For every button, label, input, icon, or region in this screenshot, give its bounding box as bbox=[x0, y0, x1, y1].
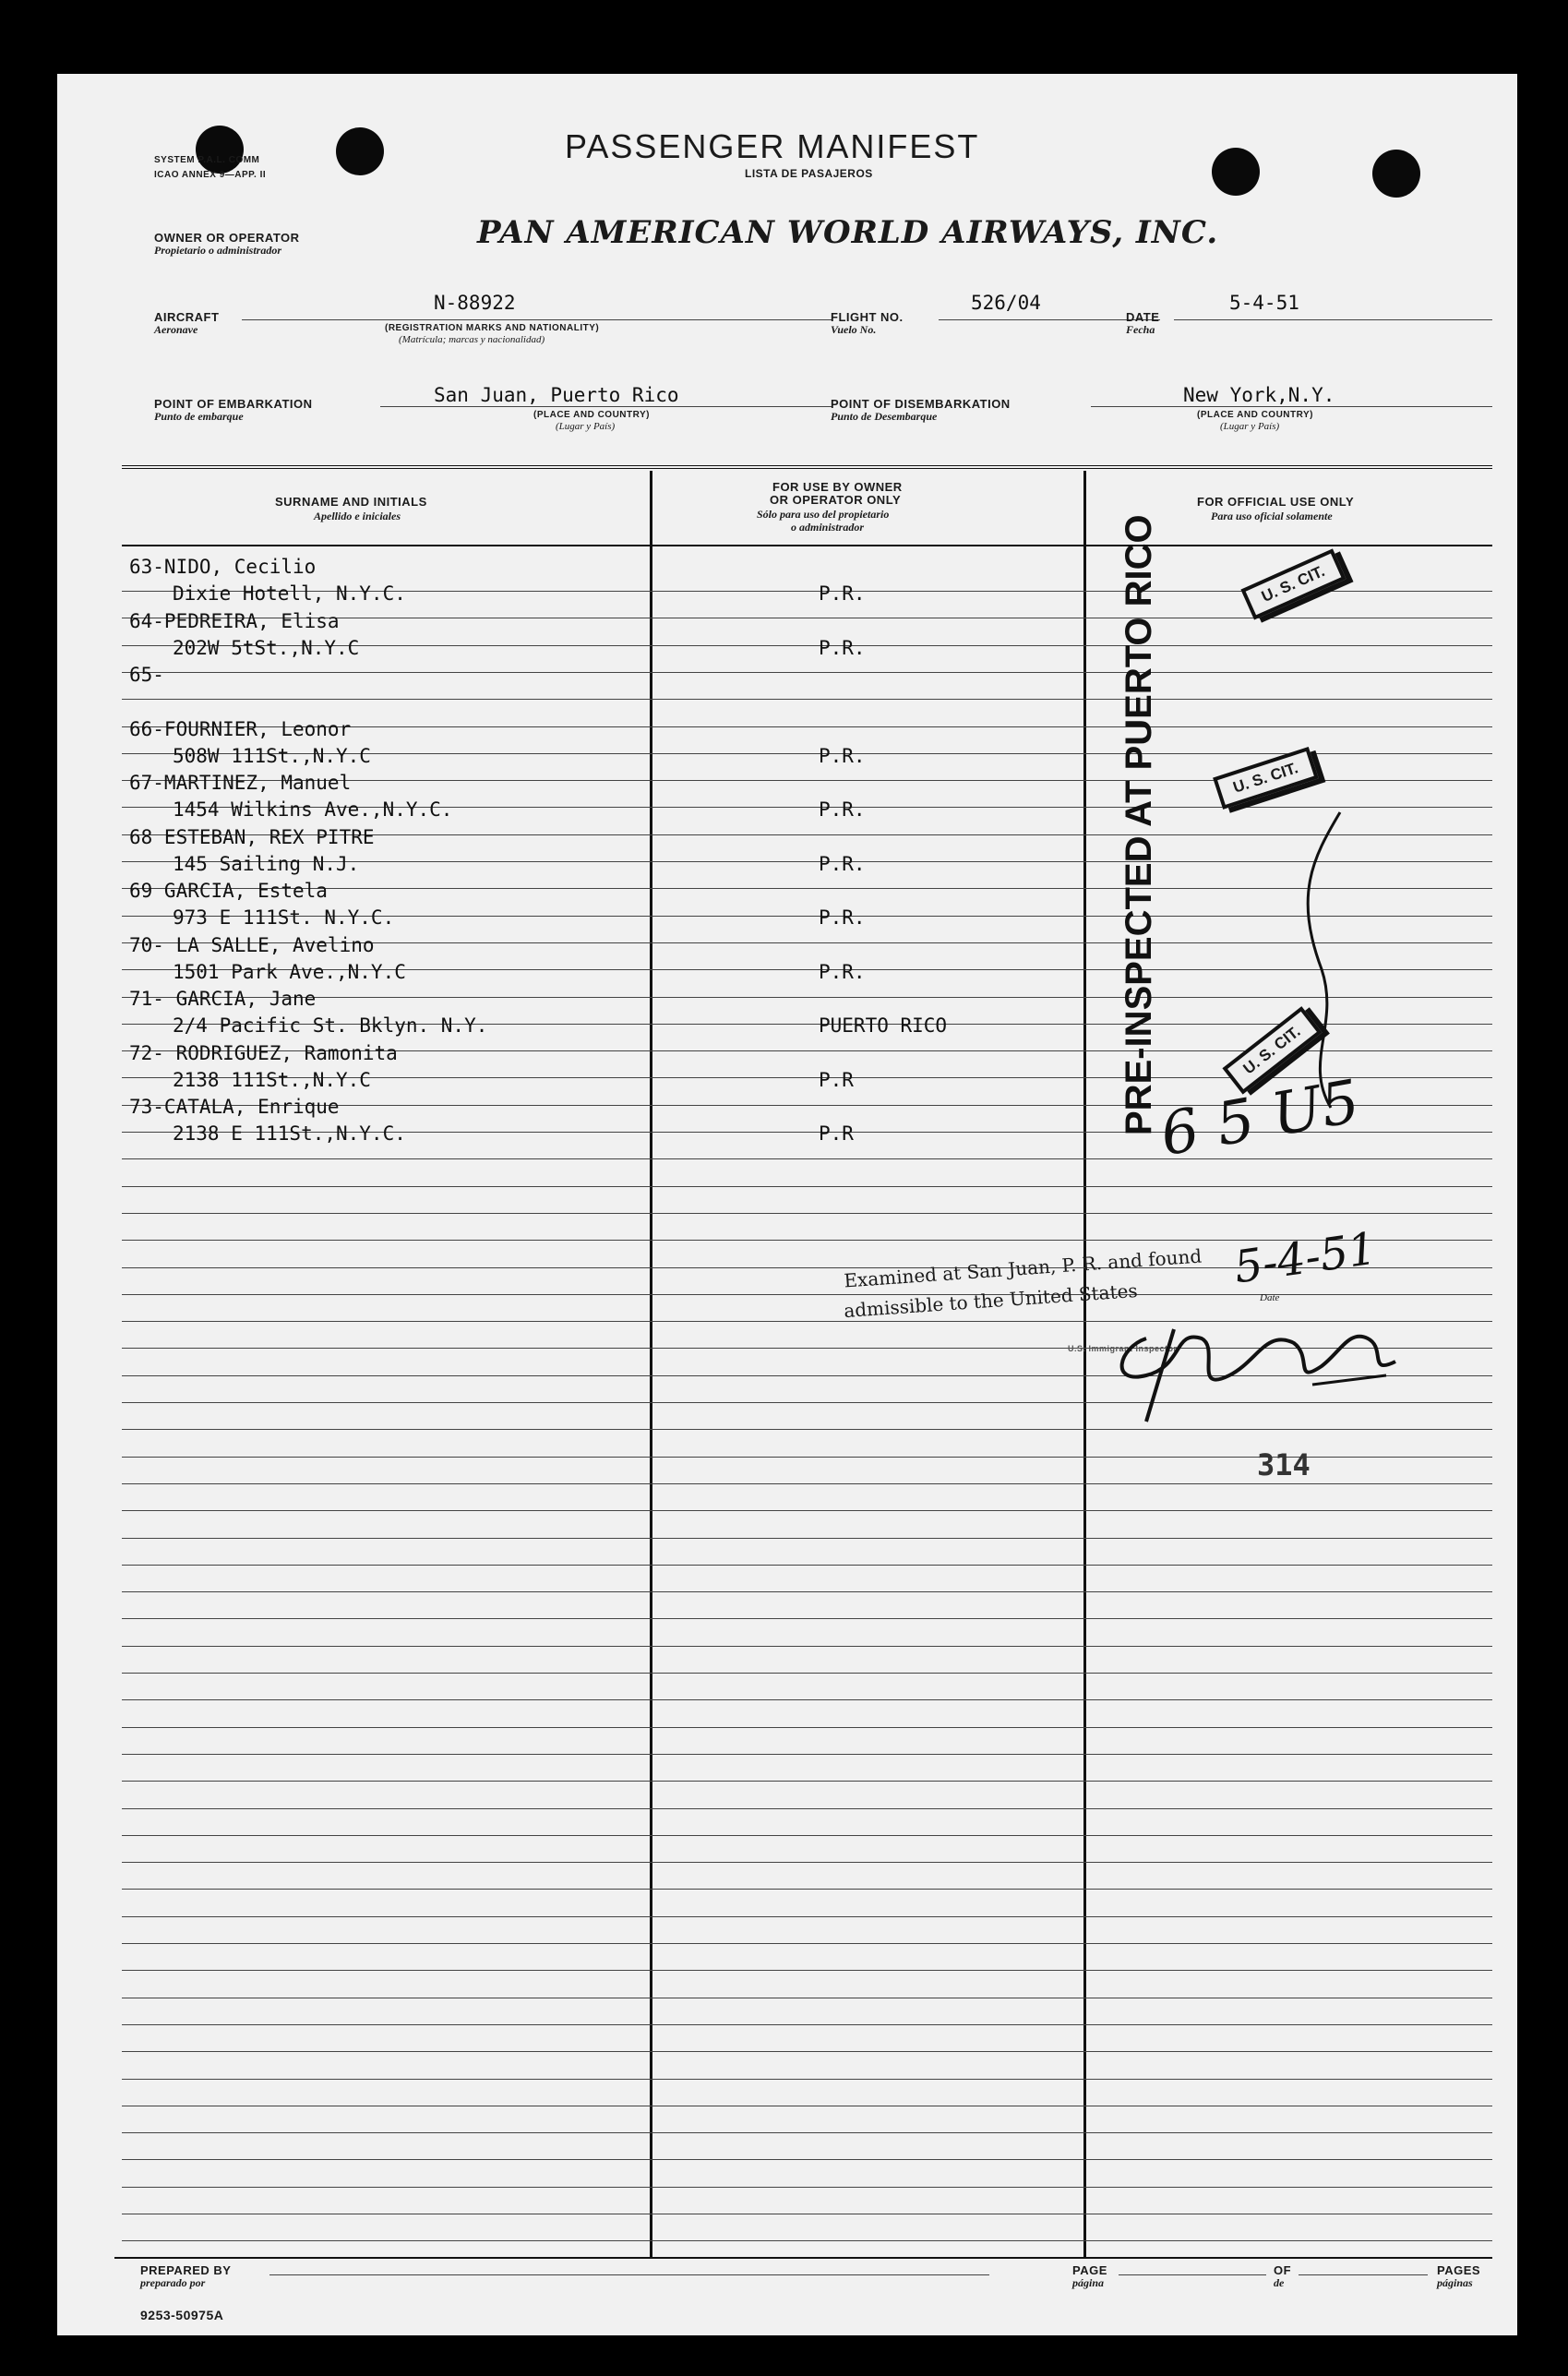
passenger-owner-use: P.R. bbox=[819, 906, 866, 929]
embarkation-caption-es: (Lugar y País) bbox=[556, 421, 616, 432]
ruled-line bbox=[122, 1781, 1492, 1782]
passenger-name: 73-CATALA, Enrique bbox=[129, 1096, 340, 1118]
column-divider bbox=[650, 471, 652, 2257]
us-cit-stamp: U. S. CIT. bbox=[1213, 747, 1319, 810]
page-line bbox=[1119, 2274, 1266, 2275]
column-header-owner: FOR USE BY OWNER bbox=[772, 480, 903, 494]
aircraft-value: N-88922 bbox=[434, 292, 516, 314]
ruled-line bbox=[122, 1483, 1492, 1484]
passenger-name: 65- bbox=[129, 664, 164, 686]
passenger-owner-use: P.R. bbox=[819, 637, 866, 659]
ruled-line bbox=[122, 2240, 1492, 2241]
ruled-line bbox=[122, 1699, 1492, 1700]
disembarkation-caption-es: (Lugar y País) bbox=[1220, 421, 1280, 432]
passenger-name: 64-PEDREIRA, Elisa bbox=[129, 610, 340, 632]
disembarkation-value: New York,N.Y. bbox=[1183, 384, 1335, 406]
column-header-owner-es: Sólo para uso del propietario bbox=[757, 508, 890, 521]
aircraft-label: AIRCRAFT bbox=[154, 310, 220, 324]
passenger-owner-use: P.R. bbox=[819, 961, 866, 983]
page-title: PASSENGER MANIFEST bbox=[565, 127, 980, 165]
passenger-address: 1501 Park Ave.,N.Y.C bbox=[173, 961, 406, 983]
owner-label: OWNER OR OPERATOR bbox=[154, 231, 300, 245]
passenger-address: 2/4 Pacific St. Bklyn. N.Y. bbox=[173, 1014, 488, 1037]
date-label-es: Fecha bbox=[1126, 323, 1155, 336]
passenger-address: 145 Sailing N.J. bbox=[173, 853, 360, 875]
date-value: 5-4-51 bbox=[1229, 292, 1299, 314]
inspector-signature bbox=[1091, 1274, 1423, 1431]
ruled-line bbox=[122, 1591, 1492, 1592]
ruled-line bbox=[122, 1943, 1492, 1944]
embarkation-label-es: Punto de embarque bbox=[154, 410, 244, 423]
passenger-address: 508W 111St.,N.Y.C bbox=[173, 745, 371, 767]
ruled-line bbox=[122, 1213, 1492, 1214]
flight-label-es: Vuelo No. bbox=[831, 323, 877, 336]
ruled-line bbox=[122, 1754, 1492, 1755]
aircraft-caption: (REGISTRATION MARKS AND NATIONALITY) bbox=[385, 323, 600, 333]
embarkation-value: San Juan, Puerto Rico bbox=[434, 384, 679, 406]
examined-stamp-line2: admissible to the United States bbox=[843, 1278, 1139, 1323]
form-code: SYSTEM P.A.L. COMM bbox=[154, 155, 260, 165]
passenger-name: 69 GARCIA, Estela bbox=[129, 880, 328, 902]
ruled-line bbox=[122, 2159, 1492, 2160]
ruled-line bbox=[122, 1186, 1492, 1187]
page-label-es: página bbox=[1072, 2276, 1105, 2289]
pages-label-es: páginas bbox=[1437, 2276, 1473, 2289]
ruled-line bbox=[122, 2187, 1492, 2188]
handwritten-count: 6 5 U5 bbox=[1155, 1067, 1365, 1170]
column-header-surname-es: Apellido e iniciales bbox=[314, 510, 401, 522]
punch-hole bbox=[1372, 150, 1420, 198]
punch-hole bbox=[336, 127, 384, 175]
inspector-caption: U.S. Immigrant Inspector bbox=[1068, 1344, 1178, 1353]
form-code: ICAO ANNEX 9—APP. II bbox=[154, 170, 267, 180]
manifest-paper bbox=[57, 74, 1517, 2335]
page-number-stamp: 314 bbox=[1257, 1447, 1311, 1482]
ruled-line bbox=[122, 1889, 1492, 1890]
date-line bbox=[1174, 319, 1492, 320]
passenger-address: 2138 111St.,N.Y.C bbox=[173, 1069, 371, 1091]
us-cit-stamp: U. S. CIT. bbox=[1240, 548, 1346, 619]
column-divider bbox=[1083, 471, 1086, 2257]
passenger-owner-use: P.R. bbox=[819, 798, 866, 821]
ruled-line bbox=[122, 672, 1492, 673]
prepared-by-label: PREPARED BY bbox=[140, 2263, 232, 2277]
ruled-line bbox=[122, 2132, 1492, 2133]
ruled-line bbox=[122, 2079, 1492, 2080]
ruled-line bbox=[122, 1673, 1492, 1674]
disembarkation-caption: (PLACE AND COUNTRY) bbox=[1197, 410, 1313, 420]
examined-date-label: Date bbox=[1260, 1292, 1280, 1303]
passenger-address: 973 E 111St. N.Y.C. bbox=[173, 906, 395, 929]
column-header-official: FOR OFFICIAL USE ONLY bbox=[1197, 495, 1355, 509]
ruled-line bbox=[122, 1510, 1492, 1511]
punch-hole bbox=[1212, 148, 1260, 196]
column-header-surname: SURNAME AND INITIALS bbox=[275, 495, 427, 509]
prepared-by-label-es: preparado por bbox=[140, 2276, 206, 2289]
examined-date: 5-4-51 bbox=[1230, 1222, 1380, 1294]
page-label: PAGE bbox=[1072, 2263, 1107, 2277]
form-number: 9253-50975A bbox=[140, 2308, 224, 2322]
embarkation-line bbox=[380, 406, 832, 407]
ruled-line bbox=[122, 699, 1492, 700]
examined-stamp-line1: Examined at San Juan, P. R. and found bbox=[843, 1244, 1203, 1292]
column-header-official-es: Para uso oficial solamente bbox=[1211, 510, 1333, 522]
ruled-line bbox=[122, 1727, 1492, 1728]
column-header-owner-es: o administrador bbox=[791, 521, 865, 534]
passenger-name: 67-MARTINEZ, Manuel bbox=[129, 772, 352, 794]
aircraft-label-es: Aeronave bbox=[154, 323, 198, 336]
ruled-line bbox=[122, 2024, 1492, 2025]
passenger-address: 2138 E 111St.,N.Y.C. bbox=[173, 1122, 406, 1145]
passenger-owner-use: P.R. bbox=[819, 745, 866, 767]
footer-separator bbox=[114, 2257, 1492, 2259]
pre-inspected-stamp: PRE-INSPECTED AT PUERTO RICO bbox=[1119, 514, 1159, 1135]
passenger-name: 71- GARCIA, Jane bbox=[129, 988, 317, 1010]
page-subtitle: LISTA DE PASAJEROS bbox=[745, 167, 873, 180]
ruled-line bbox=[122, 1970, 1492, 1971]
column-header-rule bbox=[122, 545, 1492, 546]
passenger-name: 66-FOURNIER, Leonor bbox=[129, 718, 352, 740]
passenger-address: 1454 Wilkins Ave.,N.Y.C. bbox=[173, 798, 453, 821]
passenger-address: 202W 5tSt.,N.Y.C bbox=[173, 637, 360, 659]
ruled-line bbox=[122, 1862, 1492, 1863]
passenger-owner-use: P.R. bbox=[819, 853, 866, 875]
aircraft-caption-es: (Matrícula; marcas y nacionalidad) bbox=[399, 334, 545, 345]
ruled-line bbox=[122, 1808, 1492, 1809]
passenger-name: 72- RODRIGUEZ, Ramonita bbox=[129, 1042, 398, 1064]
ruled-line bbox=[122, 1565, 1492, 1566]
embarkation-caption: (PLACE AND COUNTRY) bbox=[533, 410, 650, 420]
passenger-owner-use: P.R bbox=[819, 1069, 854, 1091]
owner-label-es: Propietario o administrador bbox=[154, 244, 282, 257]
ruled-line bbox=[122, 1538, 1492, 1539]
flight-label: FLIGHT NO. bbox=[831, 310, 904, 324]
pages-label: PAGES bbox=[1437, 2263, 1481, 2277]
passenger-address: Dixie Hotell, N.Y.C. bbox=[173, 582, 406, 605]
passenger-owner-use: PUERTO RICO bbox=[819, 1014, 948, 1037]
ruled-line bbox=[122, 1646, 1492, 1647]
aircraft-line bbox=[242, 319, 832, 320]
punch-hole bbox=[196, 126, 244, 174]
header-separator bbox=[122, 465, 1492, 469]
us-cit-stamp: U. S. CIT. bbox=[1222, 1006, 1322, 1094]
ruled-line bbox=[122, 1618, 1492, 1619]
disembarkation-line bbox=[1091, 406, 1492, 407]
passenger-owner-use: P.R bbox=[819, 1122, 854, 1145]
of-label-es: de bbox=[1274, 2276, 1285, 2289]
date-label: DATE bbox=[1126, 310, 1160, 324]
disembarkation-label-es: Punto de Desembarque bbox=[831, 410, 938, 423]
prepared-by-line bbox=[269, 2274, 989, 2275]
flight-value: 526/04 bbox=[971, 292, 1041, 314]
of-label: OF bbox=[1274, 2263, 1292, 2277]
column-header-owner: OR OPERATOR ONLY bbox=[770, 493, 902, 507]
of-line bbox=[1299, 2274, 1428, 2275]
passenger-owner-use: P.R. bbox=[819, 582, 866, 605]
owner-name: PAN AMERICAN WORLD AIRWAYS, INC. bbox=[477, 214, 1219, 251]
embarkation-label: POINT OF EMBARKATION bbox=[154, 397, 313, 411]
ruled-line bbox=[122, 1835, 1492, 1836]
passenger-name: 63-NIDO, Cecilio bbox=[129, 556, 317, 578]
passenger-name: 70- LA SALLE, Avelino bbox=[129, 934, 375, 956]
ruled-line bbox=[122, 1916, 1492, 1917]
disembarkation-label: POINT OF DISEMBARKATION bbox=[831, 397, 1011, 411]
passenger-name: 68 ESTEBAN, REX PITRE bbox=[129, 826, 375, 848]
ruled-line bbox=[122, 2051, 1492, 2052]
